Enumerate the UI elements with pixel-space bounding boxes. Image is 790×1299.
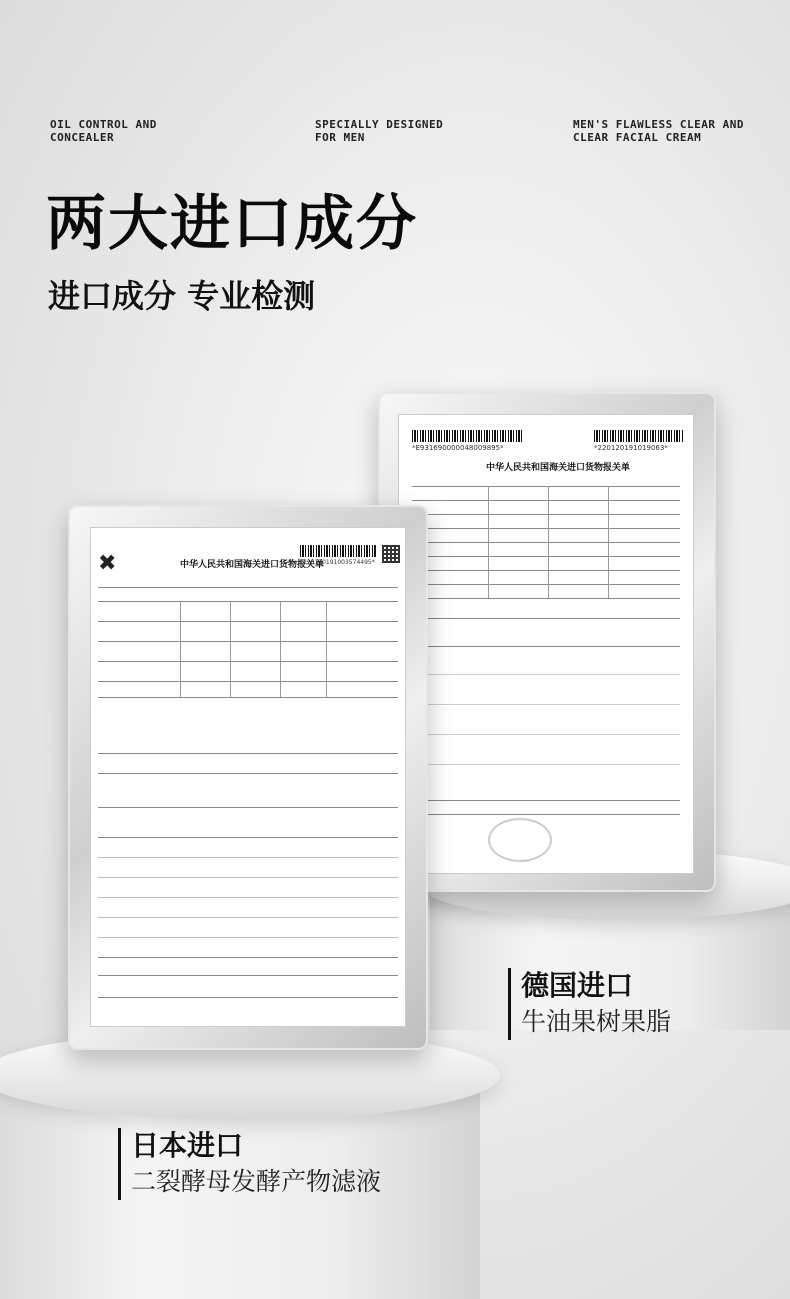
front-customs-document: [90, 527, 406, 1027]
back-barcode-left-number: *E931690000048009895*: [412, 444, 504, 452]
callout-japan: [118, 1128, 381, 1200]
main-title: 两大进口成分: [46, 189, 418, 259]
front-certificate-frame: [68, 505, 428, 1050]
front-barcode: [300, 545, 376, 557]
back-barcode-right-number: *220120191019063*: [594, 444, 668, 452]
tagline-oil-control: OIL CONTROL AND CONCEALER: [50, 118, 157, 144]
back-certificate-frame: [378, 392, 716, 892]
callout-japan-heading: 日本进口: [131, 1129, 244, 1162]
tools-icon: ✖: [98, 551, 117, 576]
callout-germany: [508, 968, 671, 1040]
callout-japan-ingredient: 二裂酵母发酵产物滤液: [131, 1167, 382, 1196]
back-customs-document: [398, 414, 694, 874]
back-barcode-left: [412, 430, 522, 442]
callout-germany-ingredient: 牛油果树果脂: [521, 1007, 672, 1036]
callout-germany-heading: 德国进口: [521, 969, 634, 1002]
front-barcode-number: *220120191003574495*: [300, 559, 375, 566]
tagline-facial-cream: MEN'S FLAWLESS CLEAR AND CLEAR FACIAL CREAM: [573, 118, 744, 144]
back-document-title: 中华人民共和国海关进口货物报关单: [486, 463, 631, 473]
tagline-designed-for-men: SPECIALLY DESIGNED FOR MEN: [315, 118, 444, 144]
back-barcode-right: [594, 430, 684, 442]
sub-title: 进口成分 专业检测: [48, 277, 316, 315]
back-official-stamp: [488, 818, 552, 862]
front-qr-code: [382, 545, 400, 563]
front-document-title: 中华人民共和国海关进口货物报关单: [180, 560, 325, 570]
